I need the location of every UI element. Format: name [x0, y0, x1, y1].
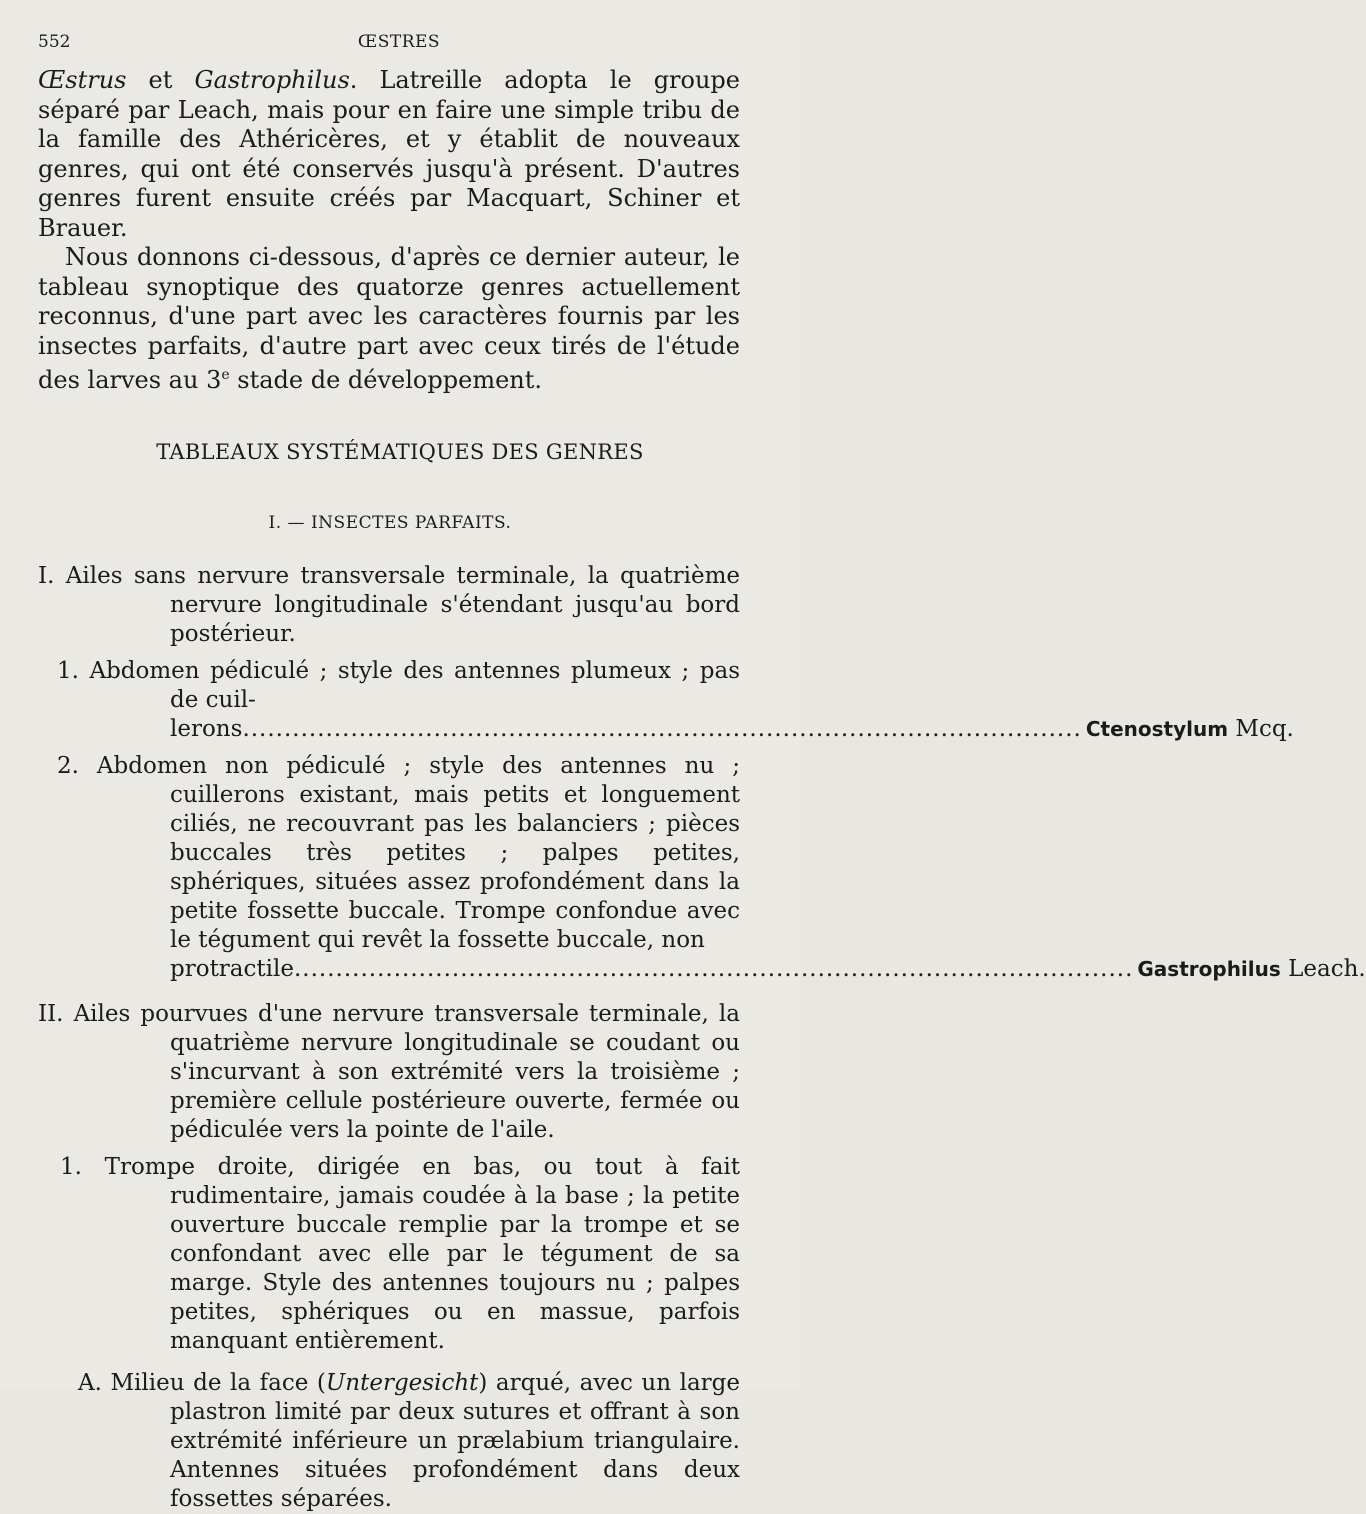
- running-title: ŒSTRES: [357, 32, 441, 52]
- entry-label: A.: [78, 1370, 102, 1396]
- genus-author: Mcq.: [1235, 716, 1294, 742]
- genus-gastrophilus: Gastrophilus: [194, 66, 350, 94]
- section-subtitle: I. — INSECTES PARFAITS.: [268, 513, 512, 533]
- genus-line-gastrophilus: protractile ..................................................................................................... Gastrophilus Leach.: [170, 956, 1366, 982]
- key-entry-I: [38, 562, 740, 649]
- entry-label: 1.: [60, 1154, 82, 1180]
- entry-text: Abdomen pédiculé ; style des antennes plumeux ; pas de cuil-: [89, 658, 740, 713]
- leader-dots: .....................................................................................................: [242, 716, 1082, 742]
- genus-oestrus: Œstrus: [38, 66, 127, 94]
- entry-label: 2.: [57, 753, 79, 779]
- entry-text: Ailes sans nervure transversale terminale, la quatrième nervure longitudinale s'étendant jusqu'au bord postérieur.: [65, 563, 740, 647]
- intro-paragraph-2: Nous donnons ci-dessous, d'après ce dernier auteur, le tableau synoptique des quatorze genres actuellement reconnus, d'une part avec les caractères fournis par les insectes parfaits, d'autre part avec ceux tirés de l'étude des larves au 3e stade de développement.: [38, 243, 740, 394]
- entry-label: II.: [38, 1001, 64, 1027]
- page-header: [38, 32, 760, 58]
- genus-name: Gastrophilus: [1137, 957, 1281, 981]
- entry-text: Trompe droite, dirigée en bas, ou tout à fait rudimentaire, jamais coudée à la base ; la petite ouverture buccale remplie par la trompe et se confondant avec elle par le tégument de sa marge. Style des antennes toujours nu ; palpes petites, sphériques ou en massue, parfois manquant entièrement.: [104, 1154, 741, 1354]
- page-number: 552: [38, 32, 71, 52]
- intro-paragraph-1: Œstrus et Gastrophilus. Latreille adopta le groupe séparé par Leach, mais pour en faire une simple tribu de la famille des Athéricères, et y établit de nouveaux genres, qui ont été conservés jusqu'à présent. D'autres genres furent ensuite créés par Macquart, Schiner et Brauer.: [38, 66, 740, 242]
- genus-name: Ctenostylum: [1085, 717, 1229, 741]
- intro-text: [38, 66, 740, 396]
- key-entry-I-1: [38, 657, 1294, 744]
- key-entry-I-2: [38, 752, 1366, 984]
- genus-author: Leach.: [1288, 956, 1366, 982]
- key-table: [38, 562, 1366, 1514]
- section-title: TABLEAUX SYSTÉMATIQUES DES GENRES: [156, 440, 644, 464]
- entry-label: 1.: [57, 658, 79, 684]
- entry-text: Ailes pourvues d'une nervure transversale terminale, la quatrième nervure longitudinale se coudant ou s'incurvant à son extrémité vers la troisième ; première cellule postérieure ouverte, fermée ou pédiculée vers la pointe de l'aile.: [73, 1001, 740, 1143]
- key-entry-II-1: [38, 1153, 740, 1356]
- key-entry-II: [38, 1000, 740, 1145]
- leader-dots: .....................................................................................................: [293, 956, 1134, 982]
- entry-text: Milieu de la face (Untergesicht) arqué, avec un large plastron limité par deux sutures et offrant à son extrémité inférieure un prælabium triangulaire. Antennes situées profondément dans deux fossettes séparées.: [110, 1370, 741, 1512]
- entry-label: I.: [38, 563, 55, 589]
- entry-text: Abdomen non pédiculé ; style des antennes nu ; cuillerons existant, mais petits et longuement ciliés, ne recouvrant pas les balanciers ; pièces buccales très petites ; palpes petites, sphériques, situées assez profondément dans la petite fossette buccale. Trompe confondue avec le tégument qui revêt la fossette buccale, non: [96, 753, 740, 953]
- key-entry-A: [38, 1369, 740, 1514]
- genus-line-ctenostylum: lerons ..................................................................................................... Ctenostylum Mcq.: [170, 716, 1294, 742]
